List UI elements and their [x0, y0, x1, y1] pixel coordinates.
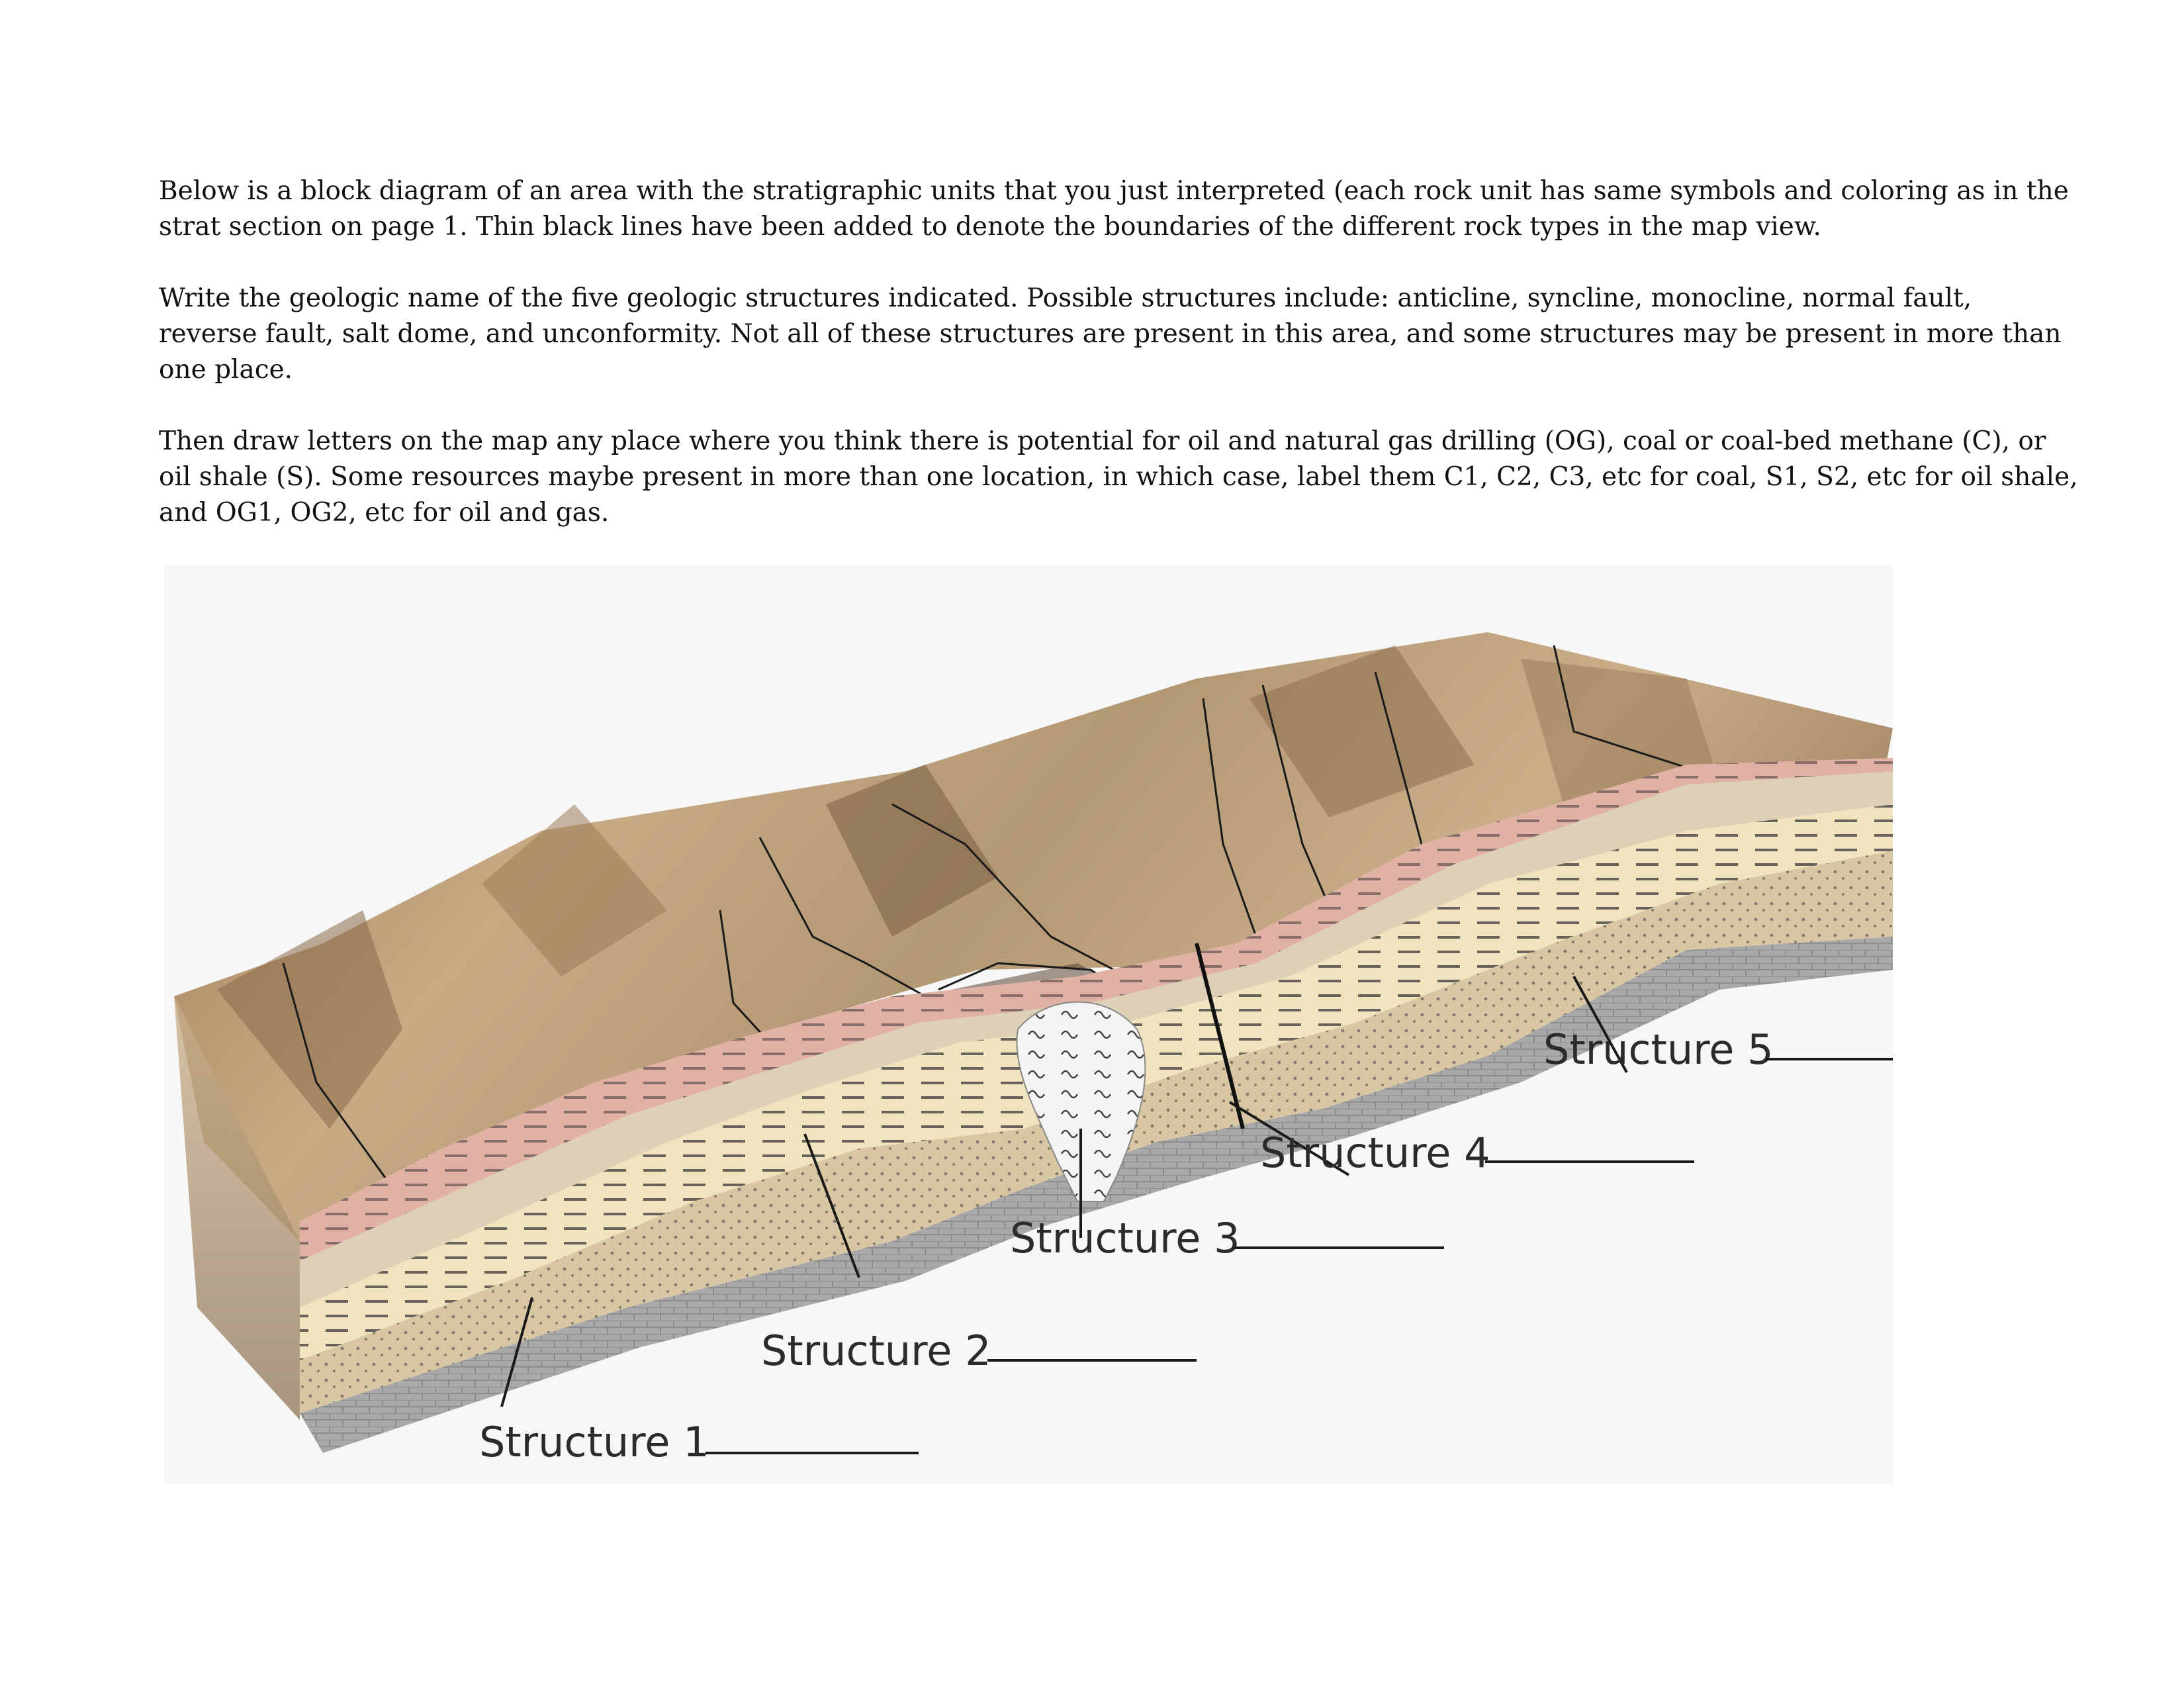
instructions [159, 173, 2078, 567]
structure-label-3-text: Structure 3 [1010, 1214, 1240, 1262]
instructions-paragraph-2: Write the geologic name of the five geologic structures indicated. Possible structures include: anticline, syncline, monocline, normal fault, reverse fault, salt dome, and unconformity. Not all of these structures are present in this area, and some structures may be present in more than one place. [159, 283, 2062, 385]
structure-label-4-text: Structure 4 [1260, 1129, 1490, 1177]
block-diagram [164, 566, 1893, 1484]
instructions-paragraph-3: Then draw letters on the map any place where you think there is potential for oil and natural gas drilling (OG), coal or coal-bed methane (C), or oil shale (S). Some resources maybe present in more than one location, in which case, label them C1, C2, C3, etc for coal, S1, S2, etc for oil shale, and OG1, OG2, etc for oil and gas. [159, 426, 2078, 528]
instructions-paragraph-1: Below is a block diagram of an area with the stratigraphic units that you just interpreted (each rock unit has same symbols and coloring as in the strat section on page 1. Thin black lines have been added to denote the boundaries of the different rock types in the map view. [159, 176, 2069, 242]
block-diagram-svg [164, 566, 1893, 1484]
structure-label-5-text: Structure 5 [1543, 1025, 1774, 1074]
structure-label-1-text: Structure 1 [479, 1418, 709, 1466]
structure-label-2-text: Structure 2 [761, 1327, 991, 1375]
